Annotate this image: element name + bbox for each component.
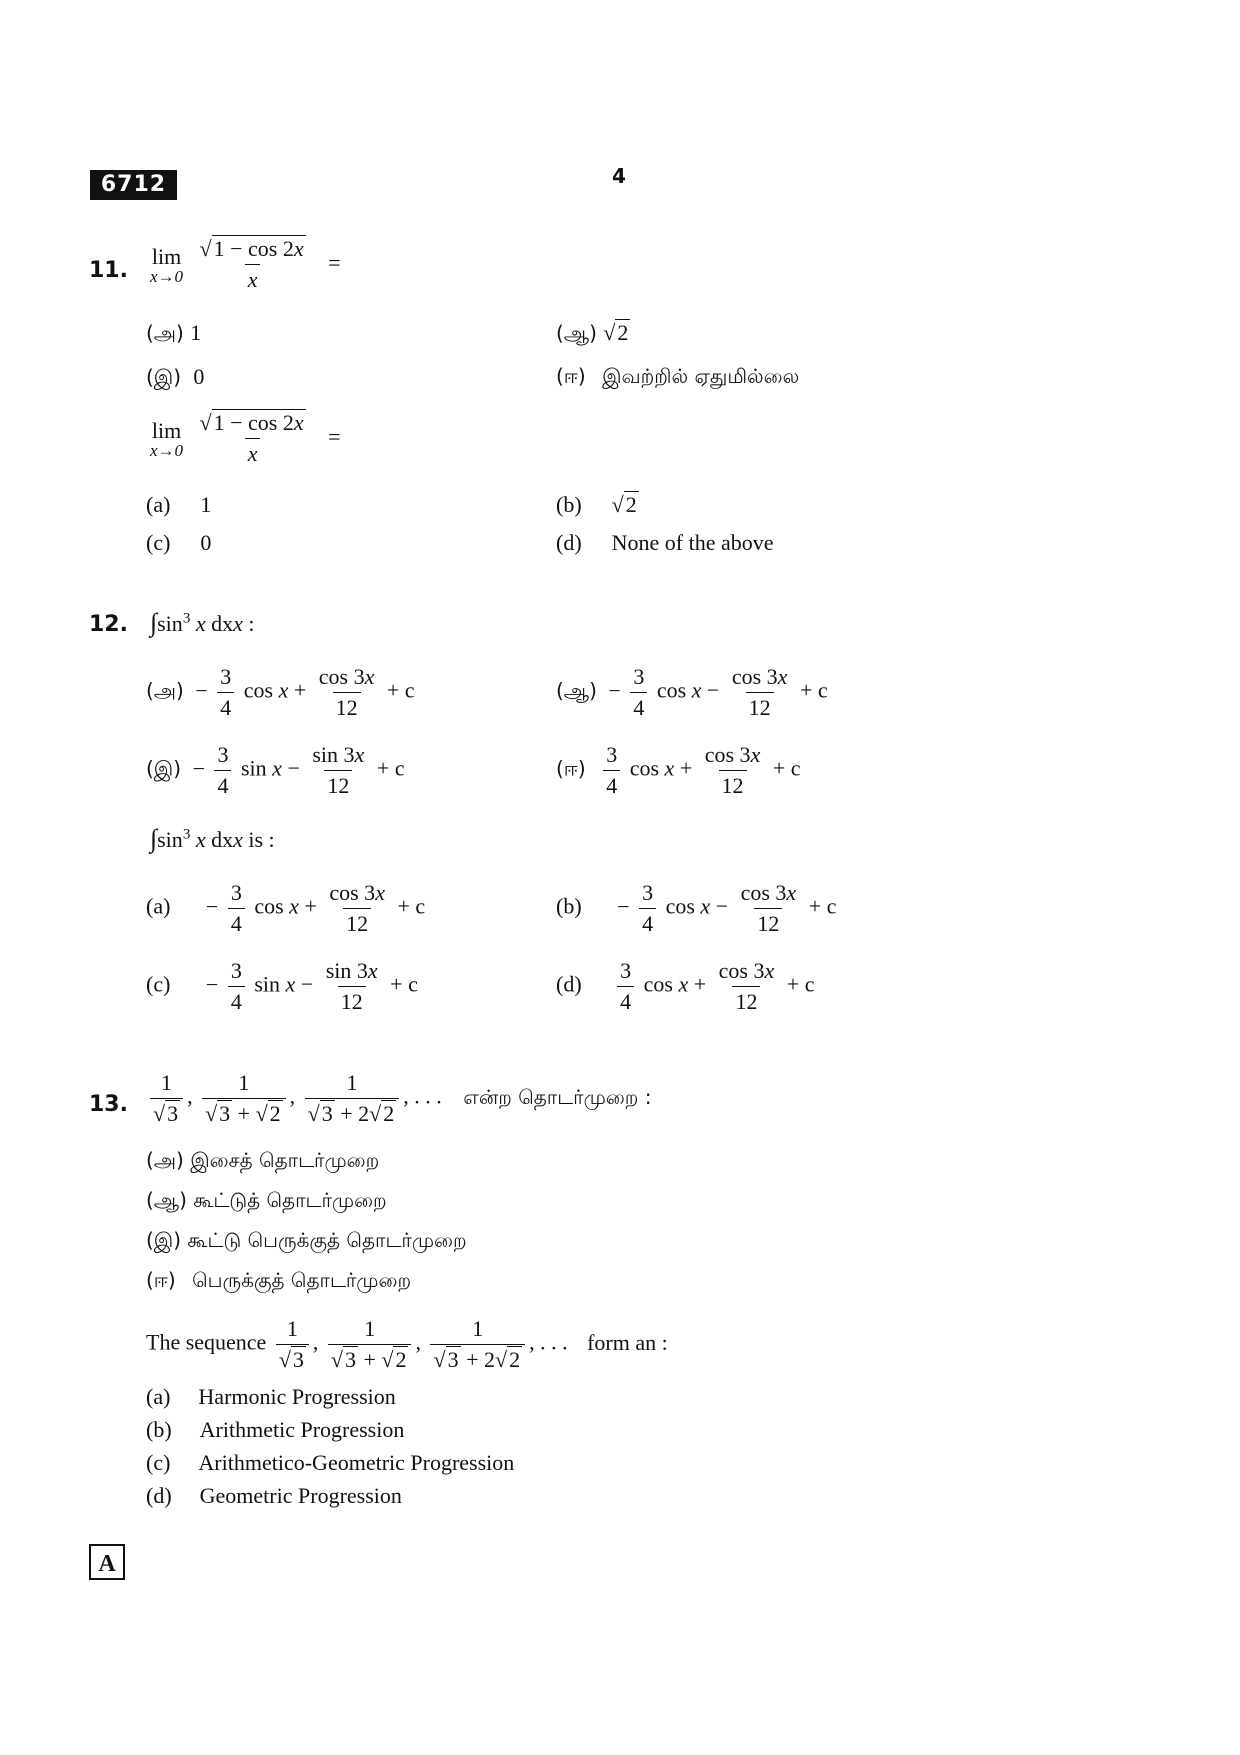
q13-ta-option-c: (இ) கூட்டு பெருக்குத் தொடர்முறை <box>146 1228 467 1252</box>
q12-english-integral: $\int\sin^3$ x dxx is : <box>150 824 275 853</box>
booklet-series-box: A <box>89 1544 125 1580</box>
q13-english-sequence: The sequence $\frac{1}{√3}$ , $\frac{1}{√3 + √2}$ , $\frac{1}{√3 + 2√2}$ , . . . form an : <box>146 1316 668 1372</box>
q11-ta-option-d: (ஈ) இவற்றில் ஏதுமில்லை <box>556 364 800 388</box>
q11-ta-option-a: (அ) 1 <box>146 320 202 345</box>
q11-ta-option-c: (இ) 0 <box>146 364 205 389</box>
q12-ta-option-d: (ஈ) $\frac{3}{4}$ cos x + $\frac{\cos 3x}{12}$ + c <box>556 742 801 798</box>
q12-en-option-b: (b) − $\frac{3}{4}$ cos x − $\frac{\cos 3x}{12}$ + c <box>556 880 837 936</box>
q13-ta-option-b: (ஆ) கூட்டுத் தொடர்முறை <box>146 1188 387 1212</box>
question-13-number: 13. <box>89 1092 128 1117</box>
q12-ta-option-b: (ஆ) − $\frac{3}{4}$ cos x − $\frac{\cos 3x}{12}$ + c <box>556 664 828 720</box>
q12-en-option-c: (c) − $\frac{3}{4}$ sin x − $\frac{\sin 3x}{12}$ + c <box>146 958 418 1014</box>
q11-tamil-expression: lim x→0 $\frac{√1 - \cos 2x}{x}$ = <box>150 236 341 292</box>
page-number: 4 <box>612 164 626 188</box>
q12-ta-option-c: (இ) − $\frac{3}{4}$ sin x − $\frac{\sin 3x}{12}$ + c <box>146 742 405 798</box>
q12-en-option-d: (d) $\frac{3}{4}$ cos x + $\frac{\cos 3x}{12}$ + c <box>556 958 815 1014</box>
q13-en-option-d: (d) Geometric Progression <box>146 1483 402 1508</box>
q11-ta-option-b: (ஆ) √2 <box>556 320 629 345</box>
q13-en-option-c: (c) Arithmetico-Geometric Progression <box>146 1450 515 1475</box>
q13-tamil-sequence: $\frac{1}{√3}$ , $\frac{1}{√3 + √2}$ , $\frac{1}{√3 + 2√2}$ , . . . என்ற தொடர்முறை : <box>146 1070 651 1127</box>
q13-ta-option-a: (அ) இசைத் தொடர்முறை <box>146 1148 380 1172</box>
q13-en-option-a: (a) Harmonic Progression <box>146 1384 396 1409</box>
q12-en-option-a: (a) − $\frac{3}{4}$ cos x + $\frac{\cos 3x}{12}$ + c <box>146 880 426 936</box>
q11-en-option-b: (b) √2 <box>556 492 637 517</box>
question-11-number: 11. <box>89 258 128 283</box>
q13-ta-option-d: (ஈ) பெருக்குத் தொடர்முறை <box>146 1268 412 1292</box>
q11-en-option-d: (d) None of the above <box>556 530 774 555</box>
q12-tamil-integral: $\int\sin^3$ x dxx : <box>150 608 255 637</box>
paper-code-badge: 6712 <box>90 170 177 200</box>
q12-ta-option-a: (அ) − $\frac{3}{4}$ cos x + $\frac{\cos 3x}{12}$ + c <box>146 664 415 720</box>
question-12-number: 12. <box>89 612 128 637</box>
q11-english-expression: lim x→0 $\frac{√1 - \cos 2x}{x}$ = <box>150 410 341 466</box>
q11-en-option-c: (c) 0 <box>146 530 212 555</box>
q11-en-option-a: (a) 1 <box>146 492 212 517</box>
q13-en-option-b: (b) Arithmetic Progression <box>146 1417 405 1442</box>
